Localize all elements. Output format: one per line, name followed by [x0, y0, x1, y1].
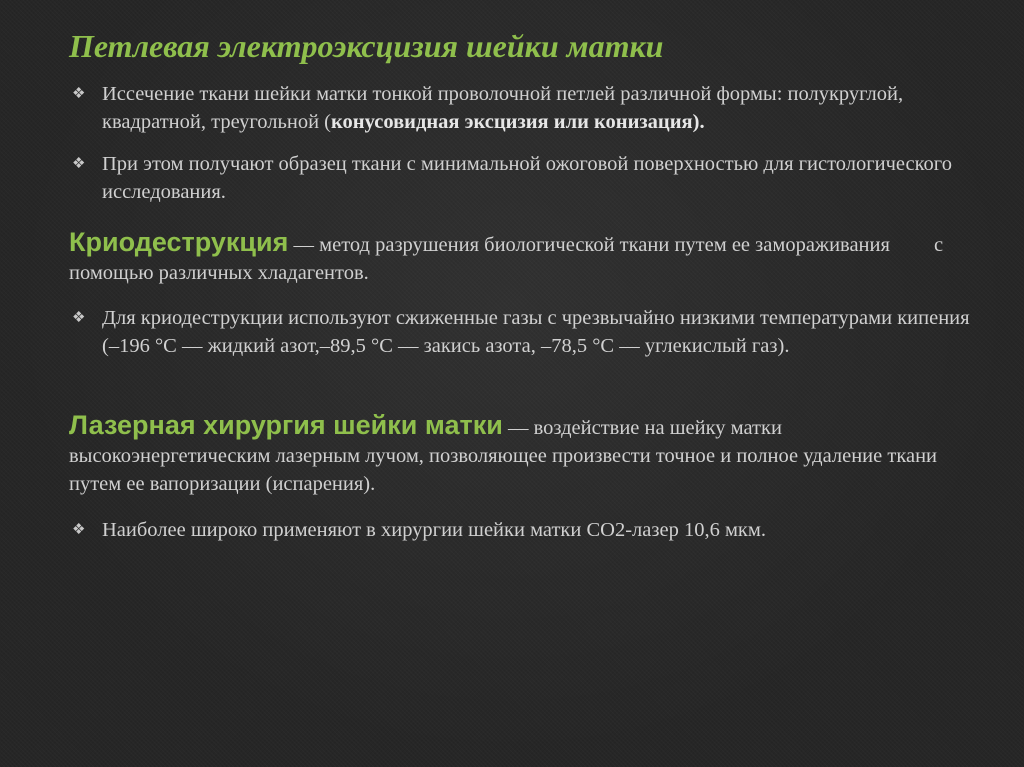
section-lead-laser: Лазерная хирургия шейки матки [69, 410, 503, 440]
slide-title: Петлевая электроэксцизия шейки матки [69, 28, 664, 64]
bullet-item-co2-laser [72, 516, 972, 544]
section-lead-cryodestruction: Криодеструкция [69, 227, 289, 257]
section-text: — метод разрушения биологической ткани путем ее замораживания [288, 234, 890, 256]
bullet-item-excision [72, 80, 972, 136]
diamond-bullet-icon: ❖ [72, 86, 86, 102]
diamond-bullet-icon: ❖ [72, 310, 86, 326]
bullet-text: При этом получают образец ткани с минимальной ожоговой поверхностью для гистологического исследования. [102, 153, 952, 203]
diamond-bullet-icon: ❖ [72, 156, 86, 172]
bullet-text-bold: конусовидная эксцизия или конизация). [331, 111, 705, 133]
section-cryodestruction [69, 228, 969, 287]
bullet-text [102, 80, 972, 136]
diamond-bullet-icon: ❖ [72, 522, 86, 538]
bullet-text: Наиболее широко применяют в хирургии шейки матки СО2-лазер 10,6 мкм. [102, 519, 766, 541]
bullet-item-sample [72, 150, 972, 206]
section-text: — воздействие на шейку матки высокоэнергетическим лазерным лучом, позволяющее произвести точное и полное удаление ткани путем ее вапоризации (испарения). [69, 417, 938, 495]
bullet-text: Для криодеструкции используют сжиженные газы с чрезвычайно низкими температурами кипения (–196 °С — жидкий азот,–89,5 °С — закись азота, –78,5 °С — углекислый газ). [102, 307, 970, 357]
section-text-cont: с помощью различных хладагентов. [69, 234, 944, 284]
bullet-text-part: Иссечение ткани шейки матки тонкой проволочной петлей различной формы: полукруглой, квадратной, треугольной ( [102, 83, 904, 133]
section-laser-surgery [69, 411, 969, 498]
bullet-item-cryo-gases [72, 304, 972, 360]
